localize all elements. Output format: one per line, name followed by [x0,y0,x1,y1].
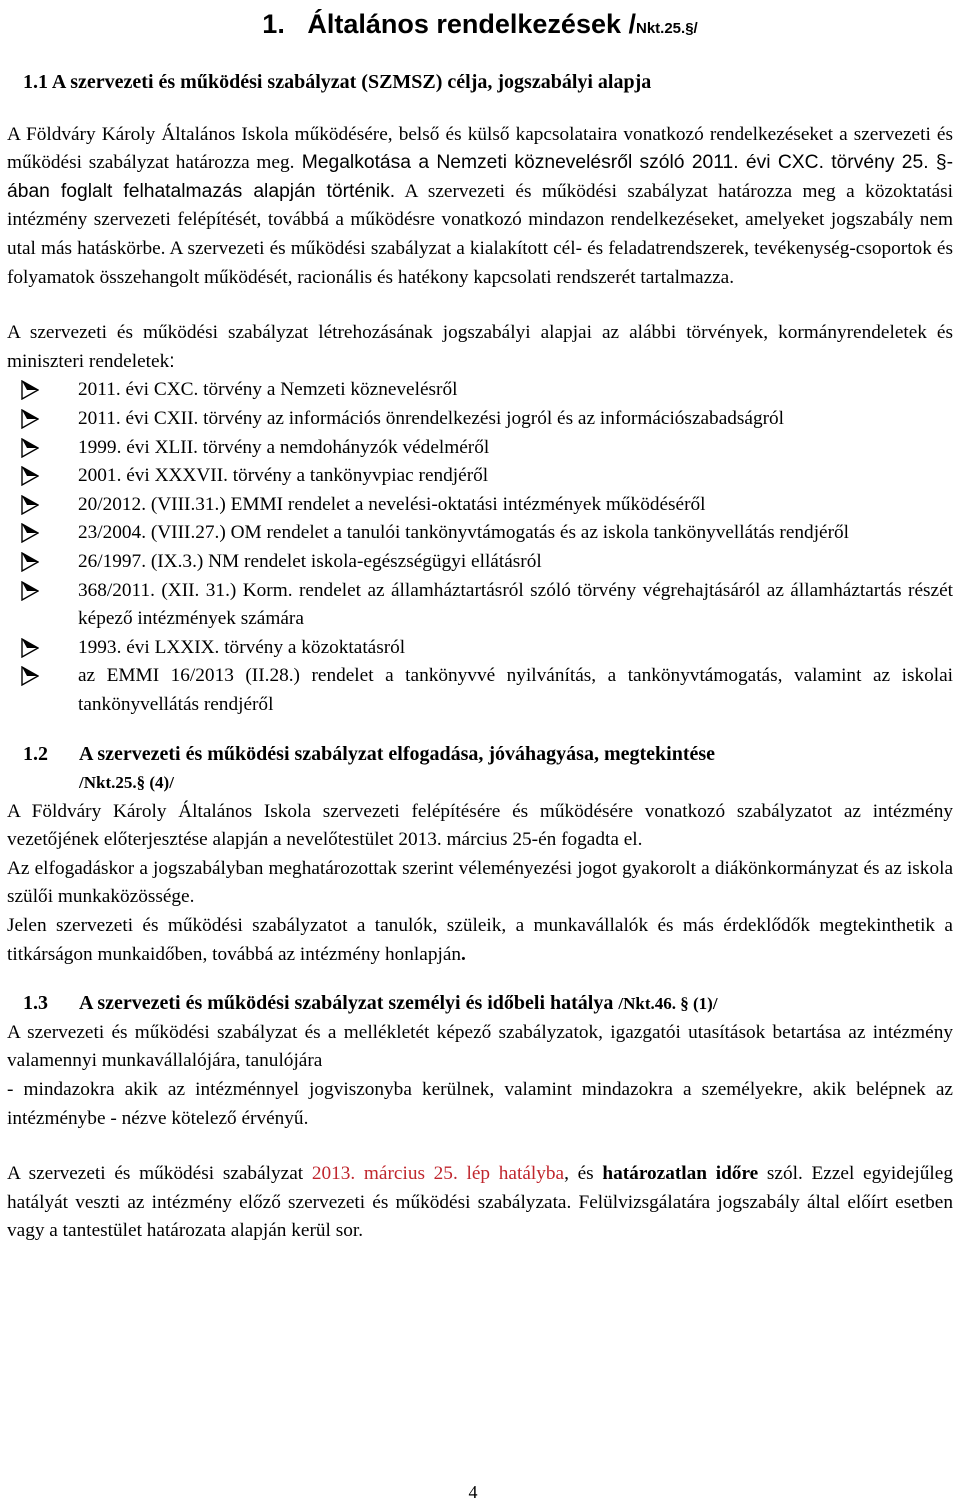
law-text: 368/2011. (XII. 31.) Korm. rendelet az államháztartásról szóló törvény végrehajtásáról az államháztartás részét képező intézmények számára [78,579,953,630]
arrow-bullet-icon [21,380,39,400]
para-text: szól. Ezzel egyidejűleg hatályát veszti az intézmény előző szervezeti és működési szabályzata. Felülvizsgálatára jogszabály által előírt esetben vagy a tantestület határozata alapján kerül sor. [7,1163,953,1242]
law-list-item [7,577,953,634]
law-text: az EMMI 16/2013 (II.28.) rendelet a tankönyvvé nyilvánítás, a tankönyvtámogatás, valamint az iskolai tankönyvellátás rendjéről [78,665,953,715]
para-space [458,1163,467,1184]
para-colon: : [169,350,175,372]
section-title: A szervezeti és működési szabályzat személyi és időbeli hatálya [79,992,614,1015]
chapter-ref: Nkt.25.§/ [636,20,698,37]
page-number: 4 [468,1482,478,1502]
para-text: A szervezeti és működési szabályzat a kialakított cél- és feladatrendszerek, tevékenység-csoportok és folyamatok összehangolt működését, racionális és hatékony kapcsolati rendszerét tartalmazza. [7,237,953,288]
arrow-bullet-icon [21,581,39,601]
law-text: 20/2012. (VIII.31.) EMMI rendelet a nevelési-oktatási intézmények működéséről [78,493,706,515]
arrow-bullet-icon [21,638,39,658]
chapter-number: 1. [262,9,285,39]
law-list-item [7,405,953,434]
section-title: A szervezeti és működési szabályzat elfogadása, jóváhagyása, megtekintése [79,743,716,766]
para-text: Jelen szervezeti és működési szabályzatot a tanulók, szüleik, a munkavállalók és más érdeklődők megtekinthetik a titkárságon munkaidőben, továbbá az intézmény honlapján [7,915,953,965]
document-page [7,0,953,1246]
law-list-item [7,634,953,663]
effective-date: 2013. március 25. [311,1163,458,1185]
law-text: 2011. évi CXC. törvény a Nemzeti köznevelésről [78,379,458,401]
indefinite-term: határozatlan időre [602,1163,759,1185]
section-1-2-paragraph-1: A Földváry Károly Általános Iskola szervezeti felépítésére és működésére vonatkozó szabályzatot az intézmény vezetőjének előterjesztése alapján a nevelőtestület 2013. március 25-én fogadta el. [7,800,953,851]
law-text: 1993. évi LXXIX. törvény a közoktatásról [78,636,406,658]
arrow-bullet-icon [21,666,39,686]
section-number: 1.3 [23,992,48,1015]
law-text: 23/2004. (VIII.27.) OM rendelet a tanulói tankönyvtámogatás és az iskola tankönyvellátás rendjéről [78,522,850,544]
section-1-3-heading [7,989,953,1019]
law-text: 2011. évi CXII. törvény az információs önrendelkezési jogról és az információszabadságról [78,407,785,429]
para-text-sans: Megalkotása a Nemzeti köznevelésről szóló 2011. évi CXC. törvény 25. §-ában foglalt felhatalmazás alapján történik. [7,152,953,202]
para-text: A Földváry Károly Általános Iskola működésére, belső és külső kapcsolataira vonatkozó rendelkezéseket a szervezeti és működési szabályzat határozza meg. [7,123,953,174]
section-1-3-paragraph-2: - mindazokra akik az intézménnyel jogviszonyba kerülnek, valamint mindazokra a személyekre, akik belépnek az intézménybe - nézve kötelező érvényű. [7,1079,953,1129]
law-list-item [7,662,953,719]
chapter-title: Általános rendelkezések / [307,9,636,39]
section-1-2-paragraph-3 [7,912,953,969]
law-list-item [7,519,953,548]
section-1-2-heading [7,740,953,797]
section-1-3-paragraph-1: A szervezeti és működési szabályzat és a mellékletét képező szabályzatok, igazgatói utasítások betartása az intézmény valamennyi munkavállalójára, tanulójára [7,1021,953,1072]
law-list [7,376,953,719]
arrow-bullet-icon [21,466,39,486]
arrow-bullet-icon [21,552,39,572]
law-text: 26/1997. (IX.3.) NM rendelet iskola-egészségügyi ellátásról [78,550,542,572]
law-list-item [7,462,953,491]
law-text: 1999. évi XLII. törvény a nemdohányzók védelméről [78,436,490,458]
section-1-1-heading: 1.1 A szervezeti és működési szabályzat (SZMSZ) célja, jogszabályi alapja [23,71,652,93]
chapter-heading [7,8,953,48]
arrow-bullet-icon [21,409,39,429]
para-text: A szervezeti és működési szabályzat létrehozásának jogszabályi alapjai az alábbi törvények, kormányrendeletek és miniszteri rendeletek [7,322,953,372]
section-1-3-paragraph-3 [7,1160,953,1246]
para-text: A szervezeti és működési szabályzat [7,1163,312,1185]
arrow-bullet-icon [21,438,39,458]
arrow-bullet-icon [21,523,39,543]
law-list-item [7,491,953,520]
arrow-bullet-icon [21,495,39,515]
section-1-1-paragraph-2 [7,319,953,376]
section-ref: /Nkt.46. § (1)/ [618,994,718,1014]
law-text: 2001. évi XXXVII. törvény a tankönyvpiac rendjéről [78,465,489,487]
section-1-2-paragraph-2: Az elfogadáskor a jogszabályban meghatározottak szerint véleményezési jogot gyakorolt a diákönkormányzat és az iskola szülői munkaközössége. [7,857,953,908]
section-1-1-paragraph-1 [7,121,953,293]
law-list-item [7,548,953,577]
law-list-item [7,376,953,405]
para-text: , és [564,1163,603,1185]
law-list-item [7,434,953,463]
section-ref: /Nkt.25.§ (4)/ [79,773,174,793]
para-period: . [461,943,466,965]
section-number: 1.2 [23,743,48,766]
para-text: A szervezeti és működési szabályzat határozza meg a közoktatási intézmény szervezeti felépítését, továbbá a működésre vonatkozó mindazon rendelkezéseket, amelyeket jogszabály nem utal más hatáskörbe. [7,180,953,259]
enters-into-force: lép hatályba [466,1163,565,1185]
